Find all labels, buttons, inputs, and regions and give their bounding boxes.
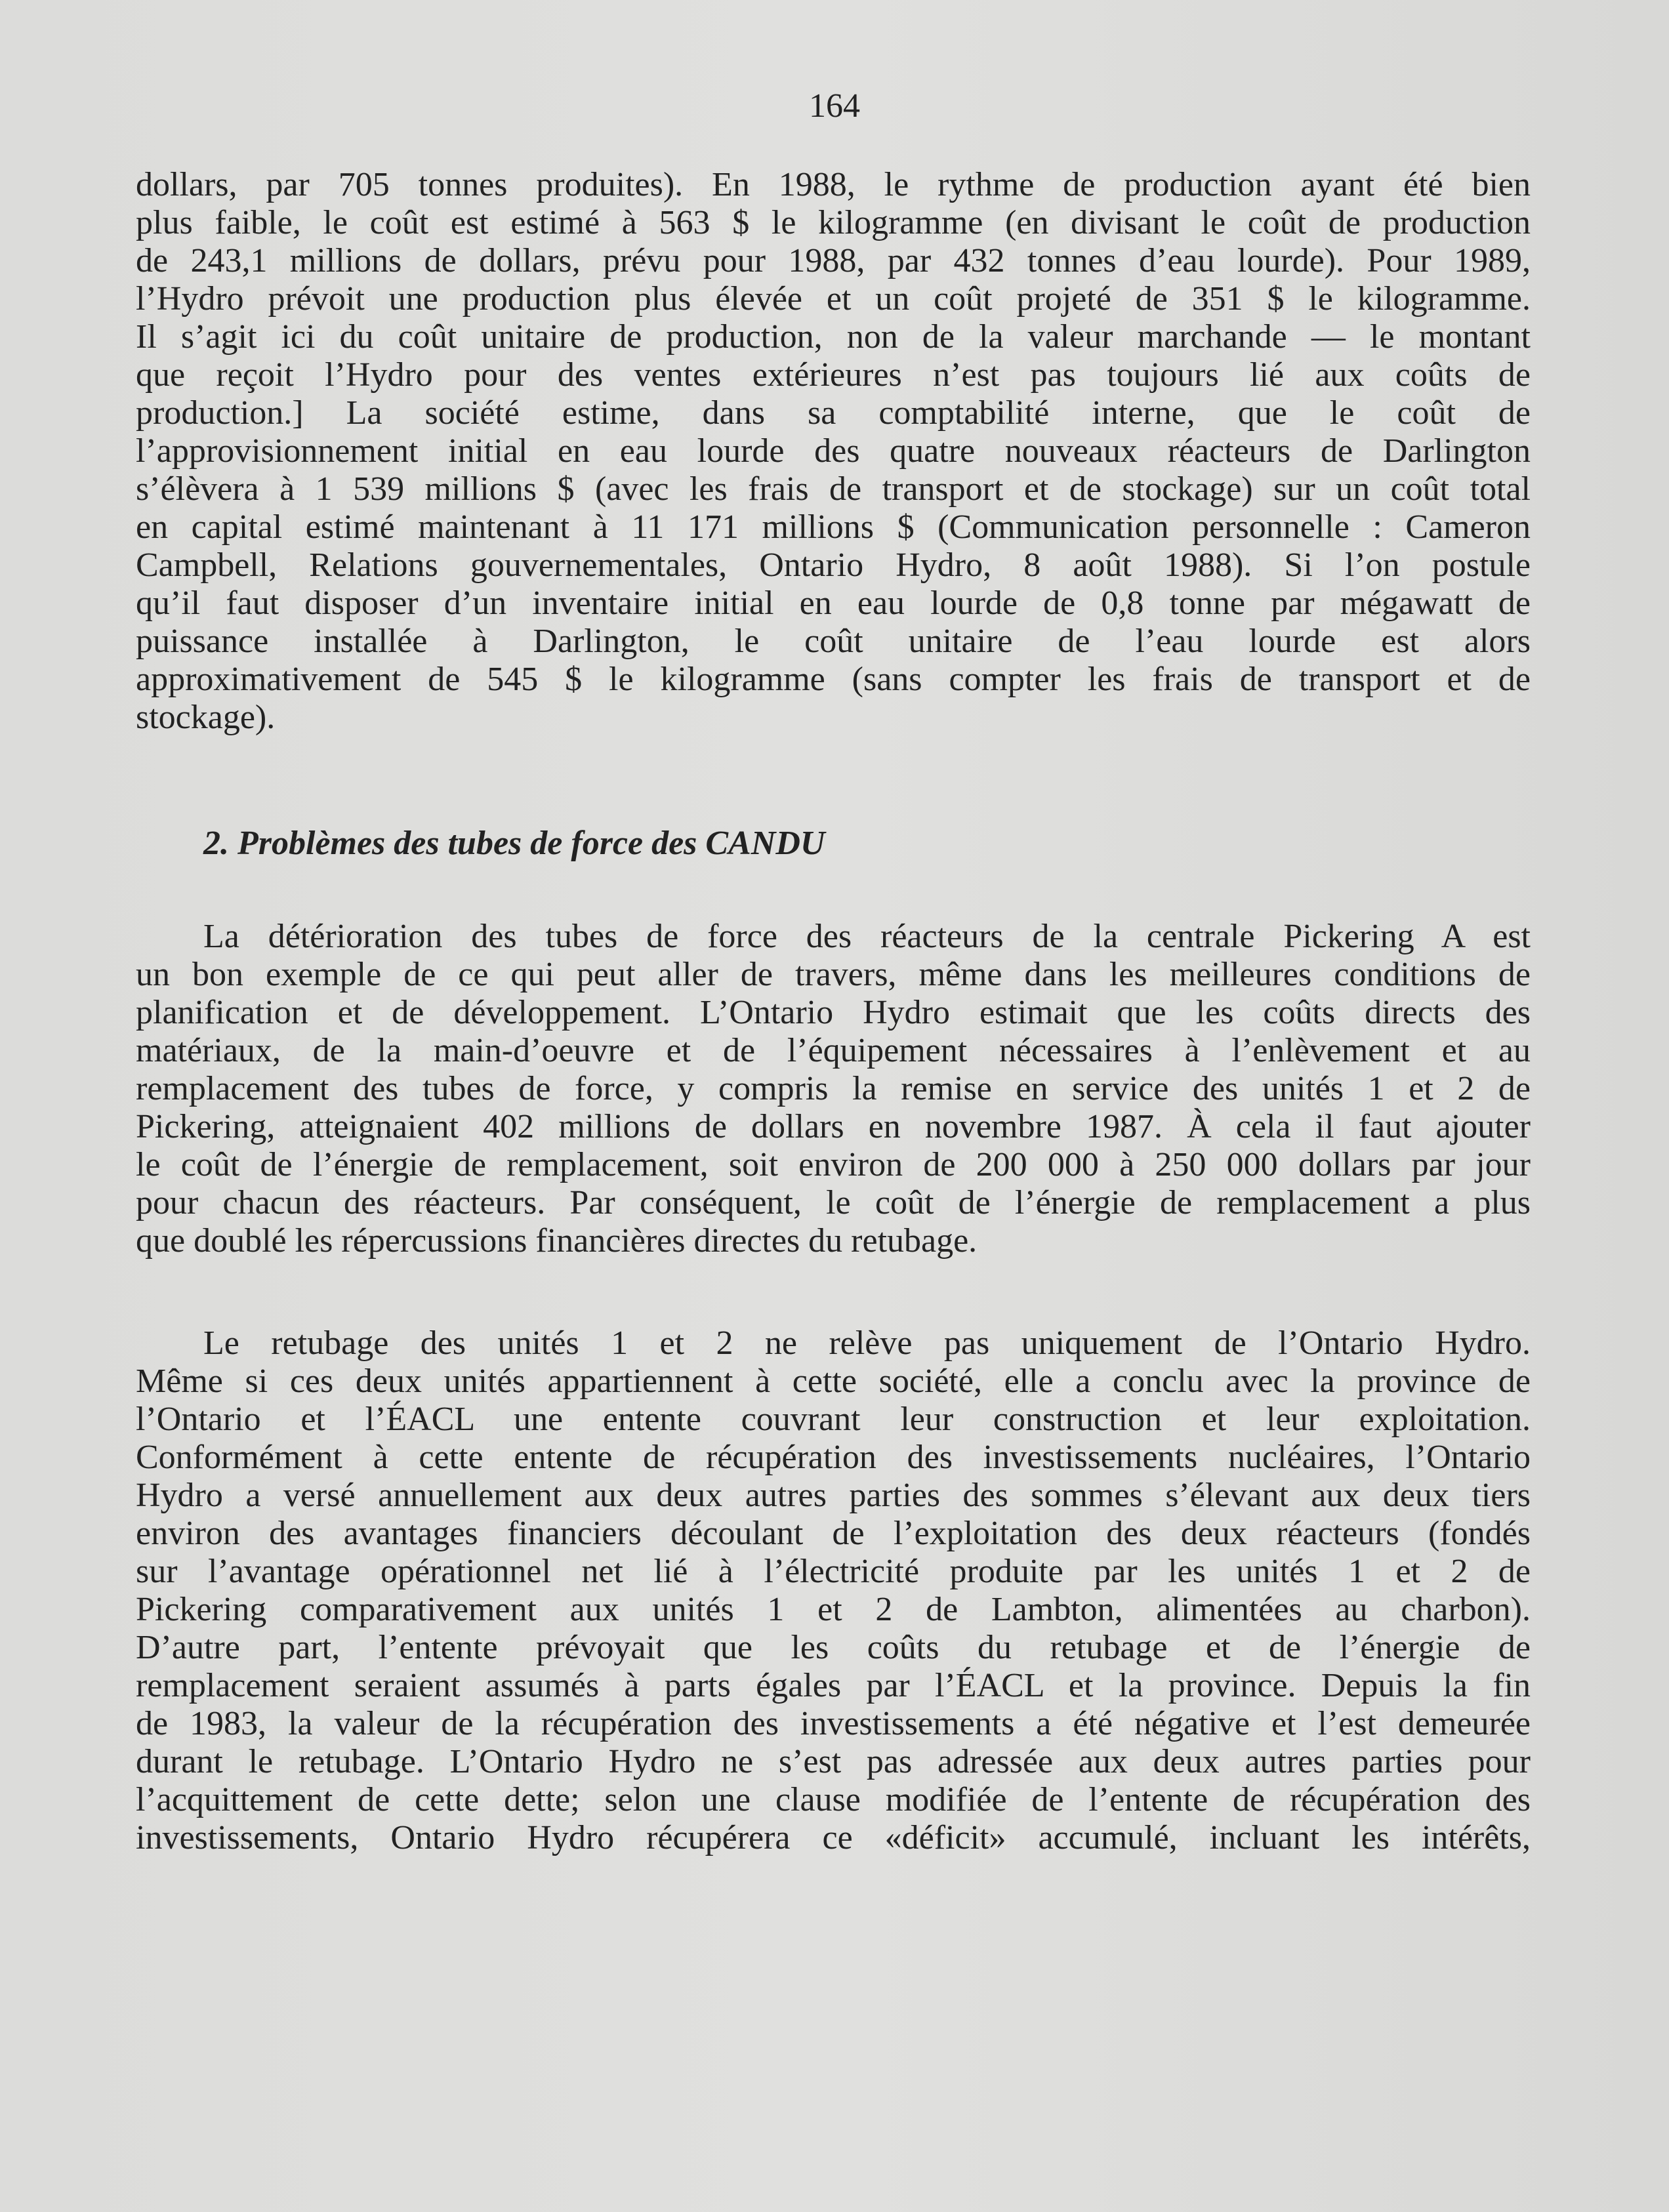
paragraph-1-line: plus faible, le coût est estimé à 563 $ le kilogramme (en divisant le coût de production <box>136 204 1531 241</box>
paragraph-3-line: D’autre part, l’entente prévoyait que les coûts du retubage et de l’énergie de <box>136 1629 1531 1666</box>
paragraph-2-line: planification et de développement. L’Ontario Hydro estimait que les coûts directs des <box>136 994 1531 1031</box>
paragraph-3-line: Conformément à cette entente de récupération des investissements nucléaires, l’Ontario <box>136 1439 1531 1476</box>
paragraph-2-line: le coût de l’énergie de remplacement, soit environ de 200 000 à 250 000 dollars par jour <box>136 1146 1531 1183</box>
paragraph-3-line: remplacement seraient assumés à parts égales par l’ÉACL et la province. Depuis la fin <box>136 1667 1531 1704</box>
paragraph-1-line: en capital estimé maintenant à 11 171 millions $ (Communication personnelle : Cameron <box>136 508 1531 546</box>
paragraph-1-line: dollars, par 705 tonnes produites). En 1988, le rythme de production ayant été bien <box>136 166 1531 203</box>
paragraph-1-line: qu’il faut disposer d’un inventaire initial en eau lourde de 0,8 tonne par mégawatt de <box>136 584 1531 622</box>
paragraph-1-line: Campbell, Relations gouvernementales, Ontario Hydro, 8 août 1988). Si l’on postule <box>136 546 1531 584</box>
paragraph-3-line: Hydro a versé annuellement aux deux autres parties des sommes s’élevant aux deux tiers <box>136 1477 1531 1514</box>
paragraph-2-line: remplacement des tubes de force, y compris la remise en service des unités 1 et 2 de <box>136 1070 1531 1107</box>
paragraph-2-line: pour chacun des réacteurs. Par conséquent, le coût de l’énergie de remplacement a plus <box>136 1184 1531 1221</box>
paragraph-3-line: Même si ces deux unités appartiennent à cette société, elle a conclu avec la province de <box>136 1362 1531 1400</box>
paragraph-3-line: sur l’avantage opérationnel net lié à l’électricité produite par les unités 1 et 2 de <box>136 1553 1531 1590</box>
paragraph-1-line: production.] La société estime, dans sa comptabilité interne, que le coût de <box>136 394 1531 432</box>
paragraph-3-line: l’Ontario et l’ÉACL une entente couvrant leur construction et leur exploitation. <box>136 1401 1531 1438</box>
paragraph-3-line: environ des avantages financiers découlant de l’exploitation des deux réacteurs (fondés <box>136 1515 1531 1552</box>
paragraph-1-line: que reçoit l’Hydro pour des ventes extérieures n’est pas toujours lié aux coûts de <box>136 356 1531 394</box>
paragraph-3-line: Pickering comparativement aux unités 1 et 2 de Lambton, alimentées au charbon). <box>136 1591 1531 1628</box>
section-heading: 2. Problèmes des tubes de force des CANDU <box>203 825 825 862</box>
paragraph-1-line: de 243,1 millions de dollars, prévu pour 1988, par 432 tonnes d’eau lourde). Pour 1989, <box>136 242 1531 279</box>
paragraph-3-line: de 1983, la valeur de la récupération des investissements a été négative et l’est demeurée <box>136 1705 1531 1742</box>
paragraph-2-line: que doublé les répercussions financières directes du retubage. <box>136 1222 978 1260</box>
paragraph-1-line: approximativement de 545 $ le kilogramme (sans compter les frais de transport et de <box>136 661 1531 698</box>
paragraph-2-line: un bon exemple de ce qui peut aller de travers, même dans les meilleures conditions de <box>136 956 1531 993</box>
paragraph-3-line: durant le retubage. L’Ontario Hydro ne s’est pas adressée aux deux autres parties pour <box>136 1743 1531 1780</box>
paragraph-1-line: s’élèvera à 1 539 millions $ (avec les frais de transport et de stockage) sur un coût total <box>136 470 1531 508</box>
paragraph-3-line: investissements, Ontario Hydro récupérera ce «déficit» accumulé, incluant les intérêts, <box>136 1819 1531 1856</box>
paragraph-3-line: Le retubage des unités 1 et 2 ne relève pas uniquement de l’Ontario Hydro. <box>203 1324 1531 1362</box>
paragraph-2-line: Pickering, atteignaient 402 millions de dollars en novembre 1987. À cela il faut ajouter <box>136 1108 1531 1145</box>
paragraph-3-line: l’acquittement de cette dette; selon une clause modifiée de l’entente de récupération des <box>136 1781 1531 1818</box>
paragraph-1-line: l’approvisionnement initial en eau lourde des quatre nouveaux réacteurs de Darlington <box>136 432 1531 470</box>
paragraph-1-line: stockage). <box>136 699 276 736</box>
page-number: 164 <box>809 87 860 125</box>
paragraph-2-line: La détérioration des tubes de force des réacteurs de la centrale Pickering A est <box>203 918 1531 955</box>
paragraph-1-line: puissance installée à Darlington, le coût unitaire de l’eau lourde est alors <box>136 623 1531 660</box>
paragraph-1-line: Il s’agit ici du coût unitaire de production, non de la valeur marchande — le montant <box>136 318 1531 356</box>
paragraph-1-line: l’Hydro prévoit une production plus élevée et un coût projeté de 351 $ le kilogramme. <box>136 280 1531 317</box>
paragraph-2-line: matériaux, de la main-d’oeuvre et de l’équipement nécessaires à l’enlèvement et au <box>136 1032 1531 1069</box>
